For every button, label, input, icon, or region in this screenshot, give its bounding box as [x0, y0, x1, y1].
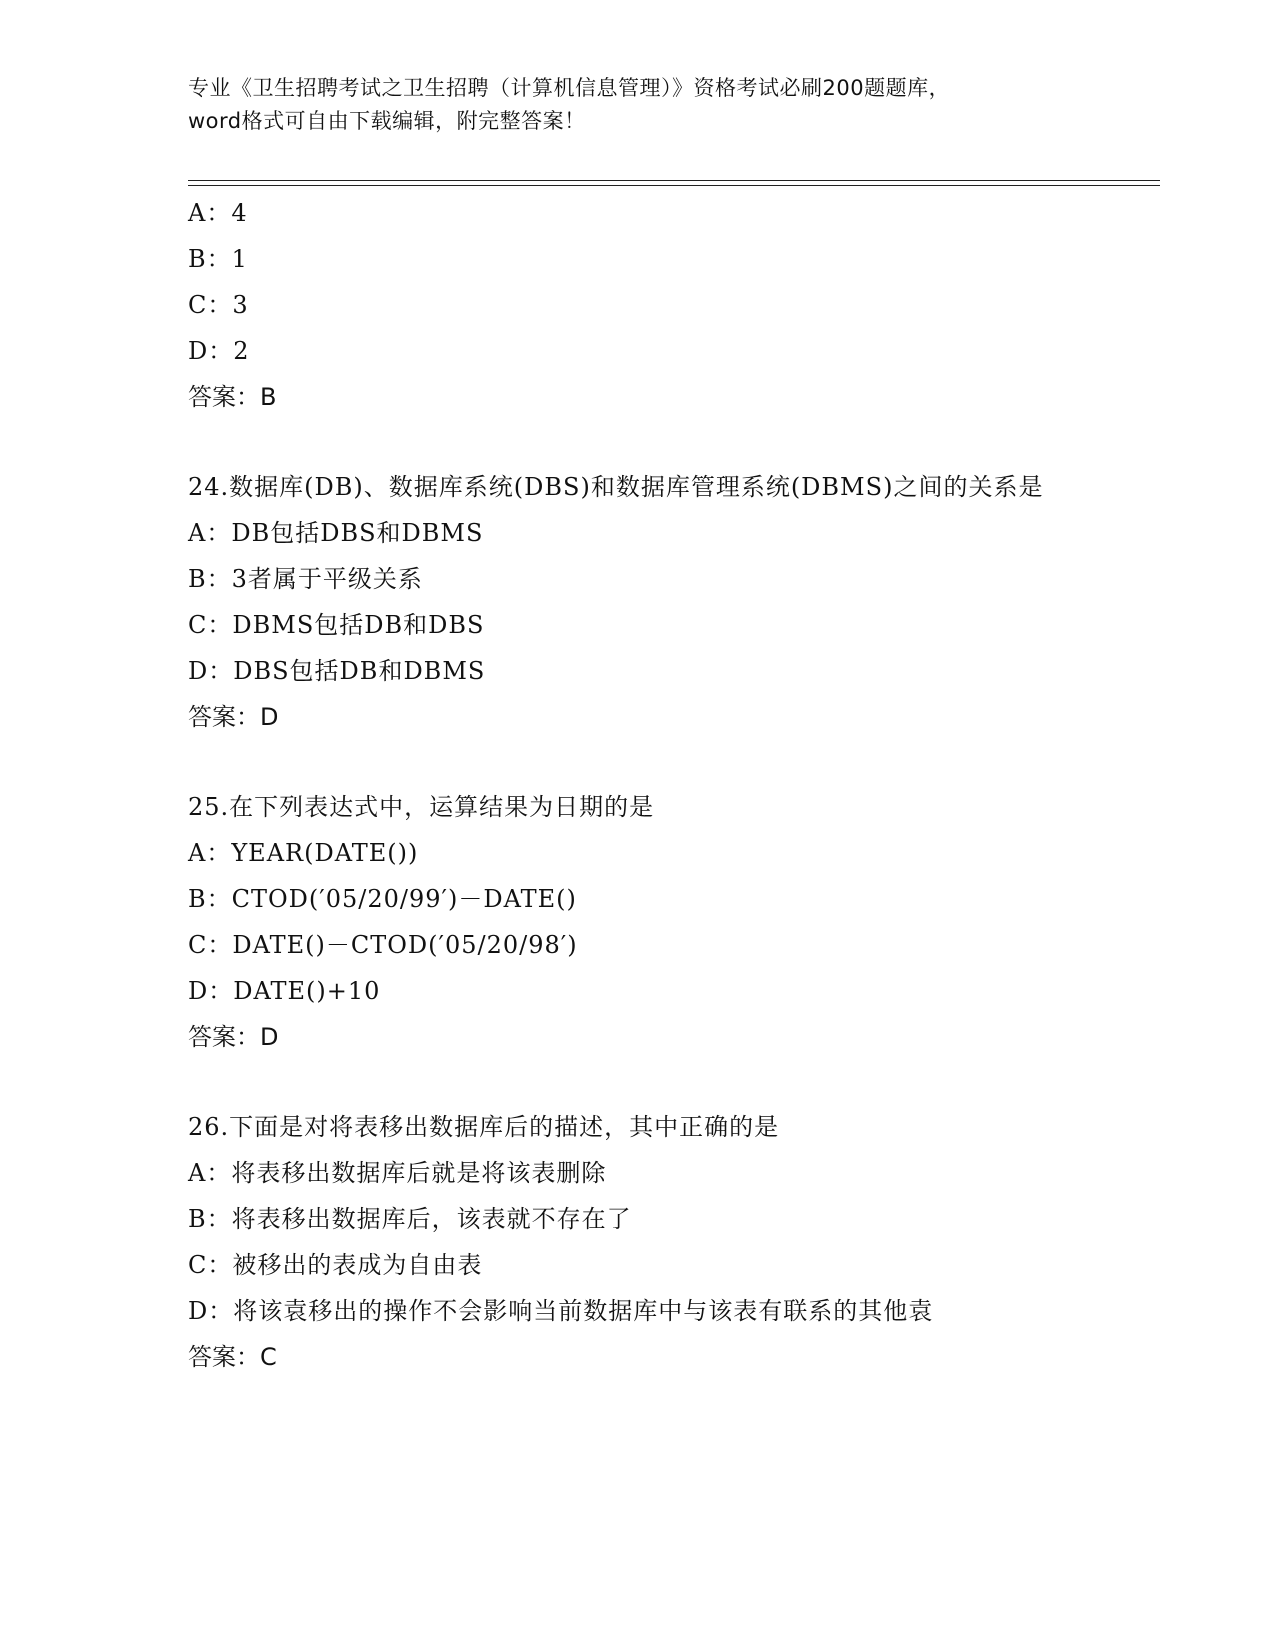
- question-23: [188, 190, 1088, 420]
- question-text: 24.数据库(DB)、数据库系统(DBS)和数据库管理系统(DBMS)之间的关系是: [188, 473, 1044, 501]
- option-a: A：将表移出数据库后就是将该表删除: [188, 1159, 607, 1187]
- document-header: [188, 72, 1088, 138]
- question-text: 25.在下列表达式中，运算结果为日期的是: [188, 793, 655, 821]
- header-divider-bottom: [188, 185, 1160, 186]
- option-b: B：1: [188, 245, 248, 273]
- option-b: B：将表移出数据库后，该表就不存在了: [188, 1205, 632, 1233]
- option-d: D：DATE()+10: [188, 977, 381, 1005]
- option-c: C：3: [188, 291, 249, 319]
- spacer: [188, 1060, 1088, 1104]
- option-a: A：YEAR(DATE()): [188, 839, 419, 867]
- question-26: [188, 1104, 1088, 1380]
- option-c: C：DBMS包括DB和DBS: [188, 611, 485, 639]
- option-a: A：DB包括DBS和DBMS: [188, 519, 484, 547]
- option-b: B：CTOD(′05/20/99′)－DATE(): [188, 885, 577, 913]
- spacer: [188, 740, 1088, 784]
- header-line-1: 专业《卫生招聘考试之卫生招聘（计算机信息管理）》资格考试必刷200题题库，: [188, 76, 951, 100]
- answer: 答案：D: [188, 703, 279, 731]
- option-a: A：4: [188, 199, 248, 227]
- question-text: 26.下面是对将表移出数据库后的描述，其中正确的是: [188, 1113, 780, 1141]
- answer: 答案：B: [188, 383, 277, 411]
- question-list: [188, 190, 1088, 1380]
- option-c: C：被移出的表成为自由表: [188, 1251, 483, 1279]
- question-24: [188, 464, 1088, 740]
- header-divider-top: [188, 180, 1160, 181]
- option-d: D：2: [188, 337, 250, 365]
- header-line-2: word格式可自由下载编辑，附完整答案！: [188, 109, 586, 133]
- option-d: D：将该袁移出的操作不会影响当前数据库中与该表有联系的其他袁: [188, 1297, 934, 1325]
- option-b: B：3者属于平级关系: [188, 565, 423, 593]
- option-d: D：DBS包括DB和DBMS: [188, 657, 486, 685]
- answer: 答案：D: [188, 1023, 279, 1051]
- question-25: [188, 784, 1088, 1060]
- spacer: [188, 420, 1088, 464]
- answer: 答案：C: [188, 1343, 277, 1371]
- option-c: C：DATE()－CTOD(′05/20/98′): [188, 931, 578, 959]
